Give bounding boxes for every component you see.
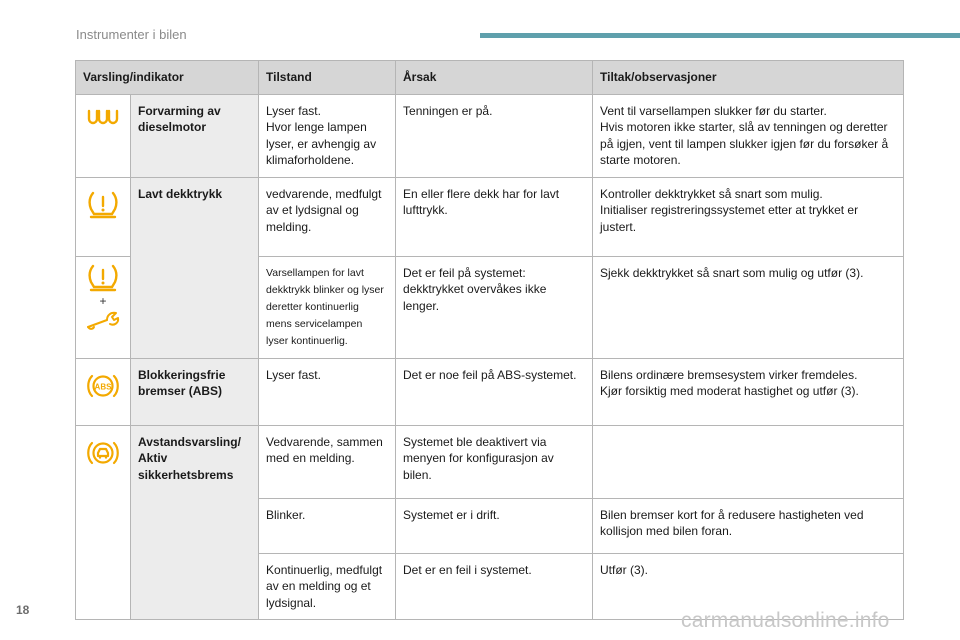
cause-cell: Det er noe feil på ABS-systemet. [396, 358, 593, 425]
action-line: Kontroller dekktrykket så snart som mulig. [600, 186, 823, 201]
header-action: Tiltak/observasjoner [593, 61, 904, 95]
cause-cell: Det er feil på systemet: dekktrykket overvåkes ikke lenger. [396, 256, 593, 358]
indicator-name: Lavt dekktrykk [131, 177, 259, 358]
condition-cell: Lyser fast. [259, 358, 396, 425]
icon-cell [76, 425, 131, 620]
header-indicator: Varsling/indikator [76, 61, 259, 95]
header-cause: Årsak [396, 61, 593, 95]
icon-cell [76, 177, 131, 256]
condition-cell: Blinker. [259, 498, 396, 553]
section-title-bar [480, 33, 960, 38]
table-header-row [76, 61, 904, 95]
action-cell: Bilen bremser kort for å redusere hastigheten ved kollisjon med bilen foran. [593, 498, 904, 553]
indicator-name: Avstandsvarsling/ Aktiv sikkerhetsbrems [131, 425, 259, 620]
indicator-name: Forvarming av dieselmotor [131, 94, 259, 177]
table-row [76, 177, 904, 256]
cause-cell: Systemet ble deaktivert via menyen for konfigurasjon av bilen. [396, 425, 593, 498]
action-cell [593, 177, 904, 256]
page-number: 18 [16, 603, 30, 617]
action-line: Vent til varsellampen slukker før du starter. [600, 103, 827, 118]
warning-lights-table [75, 60, 904, 620]
action-cell [593, 358, 904, 425]
action-cell [593, 425, 904, 498]
tyre-pressure-icon [87, 263, 119, 293]
condition-cell: Lyser fast. Hvor lenge lampen lyser, er avhengig av klimaforholdene. [259, 94, 396, 177]
action-line: Kjør forsiktig med moderat hastighet og utfør (3). [600, 384, 859, 398]
cause-cell: Det er en feil i systemet. [396, 553, 593, 620]
action-cell [593, 94, 904, 177]
action-cell: Utfør (3). [593, 553, 904, 620]
icon-cell [76, 94, 131, 177]
abs-icon-text: ABS [94, 382, 112, 391]
icon-cell [76, 256, 131, 358]
condition-cell: vedvarende, medfulgt av et lydsignal og melding. [259, 177, 396, 256]
watermark: carmanualsonline.info [681, 609, 890, 632]
service-wrench-icon [85, 309, 121, 331]
plus-sign: + [99, 293, 107, 308]
glow-plug-icon [86, 107, 120, 129]
action-line: Initialiser registreringssystemet etter at trykket er justert. [600, 203, 859, 234]
condition-cell: Kontinuerlig, medfulgt av en melding og et lydsignal. [259, 553, 396, 620]
section-title: Instrumenter i bilen [76, 27, 187, 42]
condition-cell: Varsellampen for lavt dekktrykk blinker og lyser deretter kontinuerlig mens servicelampen lyser kontinuerlig. [259, 256, 396, 358]
cause-cell: Systemet er i drift. [396, 498, 593, 553]
action-line: Hvis motoren ikke starter, slå av tenningen og deretter på igjen, vent til lampen slukker igjen før du forsøker å starte motoren. [600, 120, 889, 167]
indicator-name: Blokkeringsfrie bremser (ABS) [131, 358, 259, 425]
icon-cell [76, 358, 131, 425]
condition-cell: Vedvarende, sammen med en melding. [259, 425, 396, 498]
table-row [76, 94, 904, 177]
cause-cell: Tenningen er på. [396, 94, 593, 177]
table-row [76, 425, 904, 498]
collision-warning-icon [86, 438, 120, 468]
header-condition: Tilstand [259, 61, 396, 95]
cause-cell: En eller flere dekk har for lavt lufttrykk. [396, 177, 593, 256]
abs-icon [86, 371, 120, 401]
tyre-pressure-icon [87, 190, 119, 220]
action-cell: Sjekk dekktrykket så snart som mulig og utfør (3). [593, 256, 904, 358]
table-row [76, 358, 904, 425]
action-line: Bilens ordinære bremsesystem virker fremdeles. [600, 367, 858, 382]
